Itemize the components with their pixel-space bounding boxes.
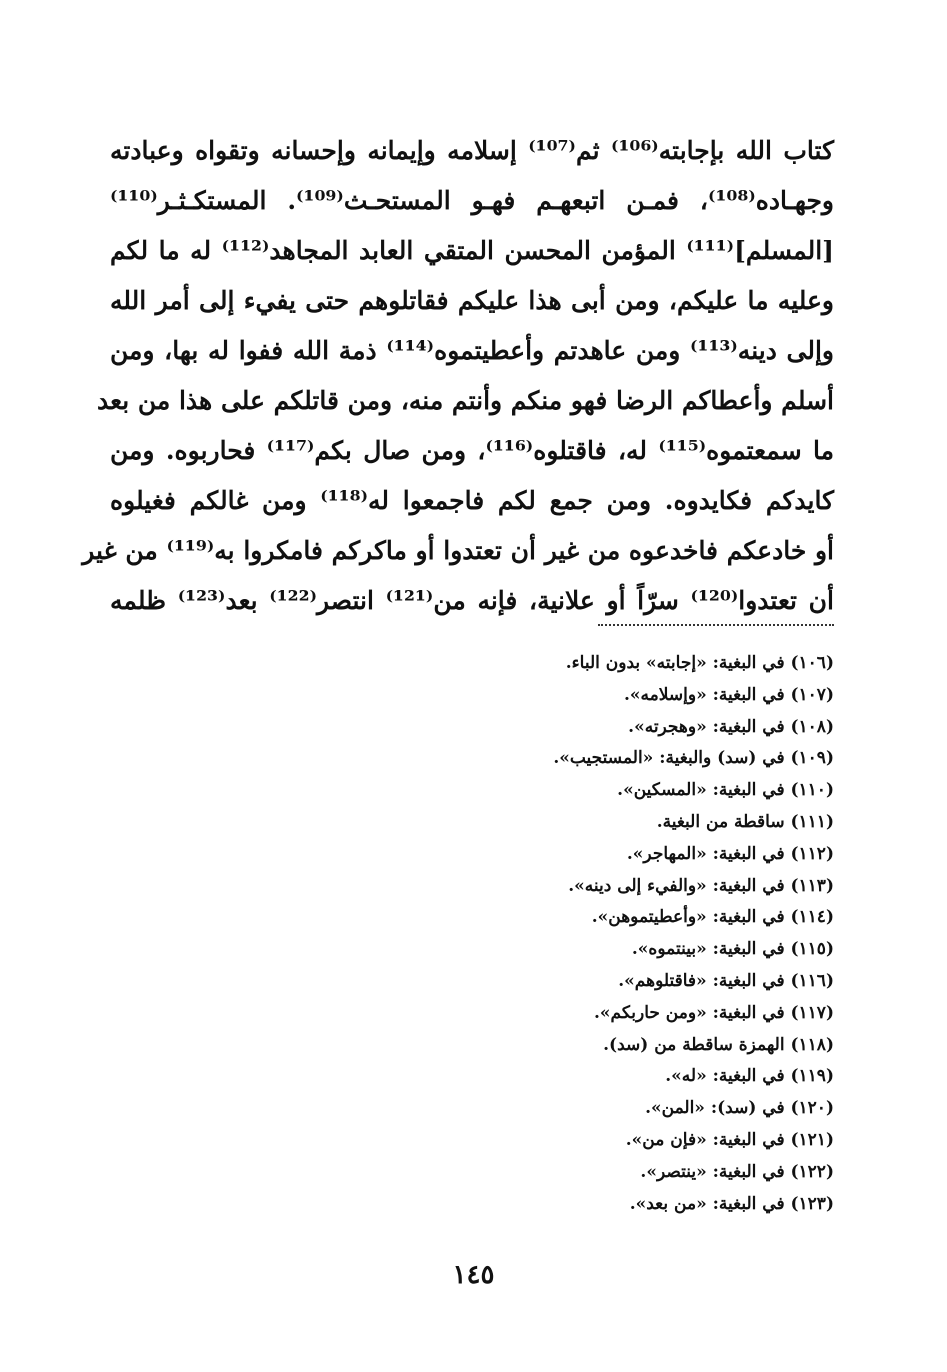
footnote-item: (١٠٦) في البغية: «إجابته» بدون الباء. [565, 653, 834, 673]
main-text-line: أسلم وأعطاكم الرضا فهو منكم وأنتم منه، ومن قاتلكم على هذا من بعد [97, 386, 834, 415]
footnote-item: (١٢٣) في البغية: «من بعد». [629, 1193, 834, 1214]
footnote-item: (١١٦) في البغية: «فاقتلوهم». [618, 970, 834, 991]
main-text-line: وعليه ما عليكم، ومن أبى هذا عليكم فقاتلوهم حتى يفيء إلى أمر الله [110, 286, 834, 315]
footnote-item: (١١٢) في البغية: «المهاجر». [626, 843, 834, 864]
main-text-line: كايدكم فكايدوه. ومن جمع لكم فاجمعوا له⁽¹¹⁸⁾ ومن غالكم فغيلوه [110, 486, 834, 515]
footnote-item: (١٠٩) في (سد) والبغية: «المستجيب». [553, 748, 834, 769]
main-text-line: أو خادعكم فاخدعوه من غير أن تعتدوا أو ماكركم فامكروا به⁽¹¹⁹⁾ من غير [82, 536, 834, 565]
footnote-item: (١١٩) في البغية: «له». [665, 1066, 834, 1087]
footnote-item: (١٠٨) في البغية: «وهجرته». [628, 716, 834, 737]
footnote-item: (١١١) ساقطة من البغية. [656, 811, 834, 832]
footnote-item: (١١٨) الهمزة ساقطة من (سد). [603, 1034, 834, 1055]
footnote-item: (١٠٧) في البغية: «وإسلامه». [623, 684, 834, 705]
footnote-item: (١١٣) في البغية: «والفيء إلى دينه». [568, 875, 834, 896]
main-text-block [82, 126, 835, 626]
main-text-line: أن تعتدوا⁽¹²⁰⁾ سرّاً أو علانية، فإنه من⁽¹²¹⁾ انتصر⁽¹²²⁾ بعد⁽¹²³⁾ ظلمه [110, 586, 834, 615]
main-text-line: وإلى دينه⁽¹¹³⁾ ومن عاهدتم وأعطيتموه⁽¹¹⁴⁾ ذمة الله ففوا له بها، ومن [110, 336, 834, 365]
footnote-item: (١١٥) في البغية: «بينتموه». [631, 939, 834, 960]
main-text-line: [المسلم]⁽¹¹¹⁾ المؤمن المحسن المتقي العابد المجاهد⁽¹¹²⁾ له ما لكم [110, 236, 834, 265]
footnote-item: (١١٤) في البغية: «وأعطيتموهن». [591, 907, 834, 928]
footnote-item: (١١٧) في البغية: «ومن حاربكم». [594, 1002, 834, 1023]
footnote-item: (١٢٠) في (سد): «المن». [645, 1098, 834, 1119]
footnote-item: (١١٠) في البغية: «المسكين». [617, 780, 834, 801]
footnote-item: (١٢٢) في البغية: «ينتصر». [640, 1161, 834, 1182]
footnotes-list [314, 648, 834, 1220]
page-number: ١٤٥ [452, 1260, 495, 1290]
main-text-line: ما سمعتموه⁽¹¹⁵⁾ له، فاقتلوه⁽¹¹⁶⁾، ومن صال بكم⁽¹¹⁷⁾ فحاربوه. ومن [110, 436, 835, 465]
footnote-item: (١٢١) في البغية: «فإن من». [625, 1129, 834, 1150]
main-text-line: كتاب الله بإجابته⁽¹⁰⁶⁾ ثم⁽¹⁰⁷⁾ إسلامه وإيمانه وإحسانه وتقواه وعبادته [110, 136, 834, 165]
footnote-divider [598, 624, 834, 628]
main-text-line: وجهـاده⁽¹⁰⁸⁾، فمـن اتبعهـم فهـو المستحـث⁽¹⁰⁹⁾. المستكـثـر⁽¹¹⁰⁾ [110, 186, 834, 215]
